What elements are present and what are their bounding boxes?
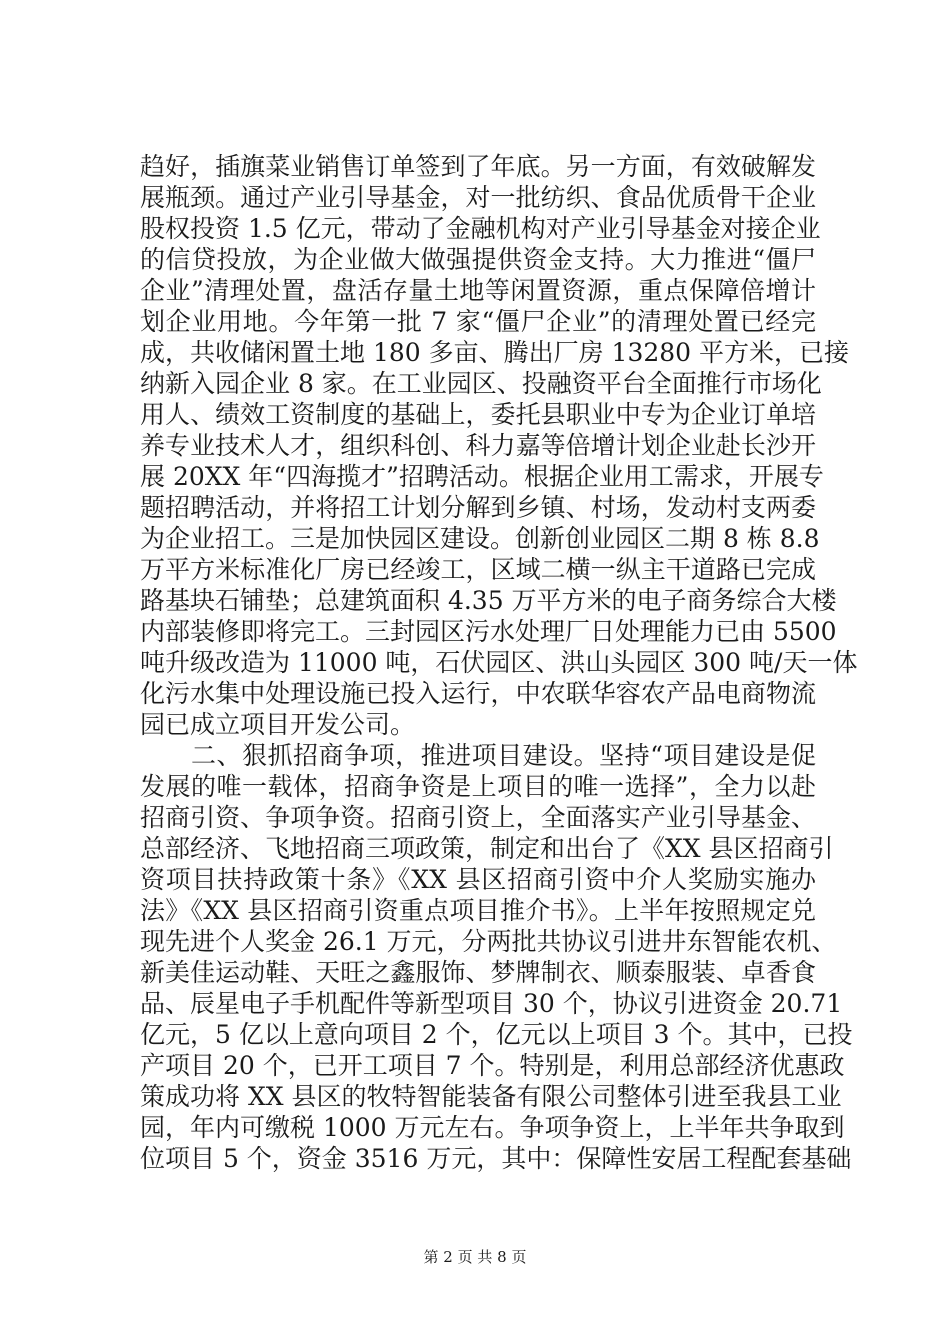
text-line: 路基块石铺垫；总建筑面积 4.35 万平方米的电子商务综合大楼 <box>140 586 837 615</box>
text-line: 策成功将 XX 县区的牧特智能装备有限公司整体引进至我县工业 <box>140 1082 842 1111</box>
text-line: 品、辰星电子手机配件等新型项目 30 个，协议引进资金 20.71 <box>140 989 843 1018</box>
text-line: 养专业技术人才，组织科创、科力嘉等倍增计划企业赴长沙开 <box>140 431 816 460</box>
text-line: 企业”清理处置，盘活存量土地等闲置资源，重点保障倍增计 <box>140 276 816 305</box>
text-line: 新美佳运动鞋、天旺之鑫服饰、梦牌制衣、顺泰服装、卓香食 <box>140 958 816 987</box>
text-line: 纳新入园企业 8 家。在工业园区、投融资平台全面推行市场化 <box>140 369 822 398</box>
text-line: 题招聘活动，并将招工计划分解到乡镇、村场，发动村支两委 <box>140 493 816 522</box>
text-line: 法》《XX 县区招商引资重点项目推介书》。上半年按照规定兑 <box>140 896 816 925</box>
text-line: 展瓶颈。通过产业引导基金，对一批纺织、食品优质骨干企业 <box>140 183 816 212</box>
text-line: 总部经济、飞地招商三项政策，制定和出台了《XX 县区招商引 <box>140 834 834 863</box>
text-line: 发展的唯一载体，招商争资是上项目的唯一选择”，全力以赴 <box>140 772 816 801</box>
text-line: 园已成立项目开发公司。 <box>140 710 416 739</box>
text-line: 成，共收储闲置土地 180 多亩、腾出厂房 13280 平方米，已接 <box>140 338 850 367</box>
text-line: 资项目扶持政策十条》《XX 县区招商引资中介人奖励实施办 <box>140 865 816 894</box>
text-line: 现先进个人奖金 26.1 万元，分两批共协议引进井东智能农机、 <box>140 927 837 956</box>
body-text <box>140 151 858 1174</box>
text-line: 位项目 5 个，资金 3516 万元，其中：保障性安居工程配套基础 <box>140 1144 852 1173</box>
text-line: 吨升级改造为 11000 吨，石伏园区、洪山头园区 300 吨/天一体 <box>140 648 858 677</box>
text-line: 为企业招工。三是加快园区建设。创新创业园区二期 8 栋 8.8 <box>140 524 820 553</box>
text-line: 招商引资、争项争资。招商引资上，全面落实产业引导基金、 <box>140 803 816 832</box>
text-line: 趋好，插旗菜业销售订单签到了年底。另一方面，有效破解发 <box>140 152 816 181</box>
page-footer: 第 2 页 共 8 页 <box>423 1248 527 1266</box>
text-line: 化污水集中处理设施已投入运行，中农联华容农产品电商物流 <box>140 679 816 708</box>
text-line: 内部装修即将完工。三封园区污水处理厂日处理能力已由 5500 <box>140 617 837 646</box>
text-line: 股权投资 1.5 亿元，带动了金融机构对产业引导基金对接企业 <box>140 214 821 243</box>
text-line: 的信贷投放，为企业做大做强提供资金支持。大力推进“僵尸 <box>140 245 816 274</box>
text-line: 产项目 20 个，已开工项目 7 个。特别是，利用总部经济优惠政 <box>140 1051 845 1080</box>
text-line: 划企业用地。今年第一批 7 家“僵尸企业”的清理处置已经完 <box>140 307 816 336</box>
text-line: 用人、绩效工资制度的基础上，委托县职业中专为企业订单培 <box>140 400 816 429</box>
text-line: 万平方米标准化厂房已经竣工，区域二横一纵主干道路已完成 <box>140 555 816 584</box>
text-line: 二、狠抓招商争项，推进项目建设。坚持“项目建设是促 <box>140 741 816 770</box>
text-line: 展 20XX 年“四海揽才”招聘活动。根据企业用工需求，开展专 <box>140 462 824 491</box>
text-line: 亿元，5 亿以上意向项目 2 个，亿元以上项目 3 个。其中，已投 <box>140 1020 853 1049</box>
text-line: 园，年内可缴税 1000 万元左右。争项争资上，上半年共争取到 <box>140 1113 845 1142</box>
